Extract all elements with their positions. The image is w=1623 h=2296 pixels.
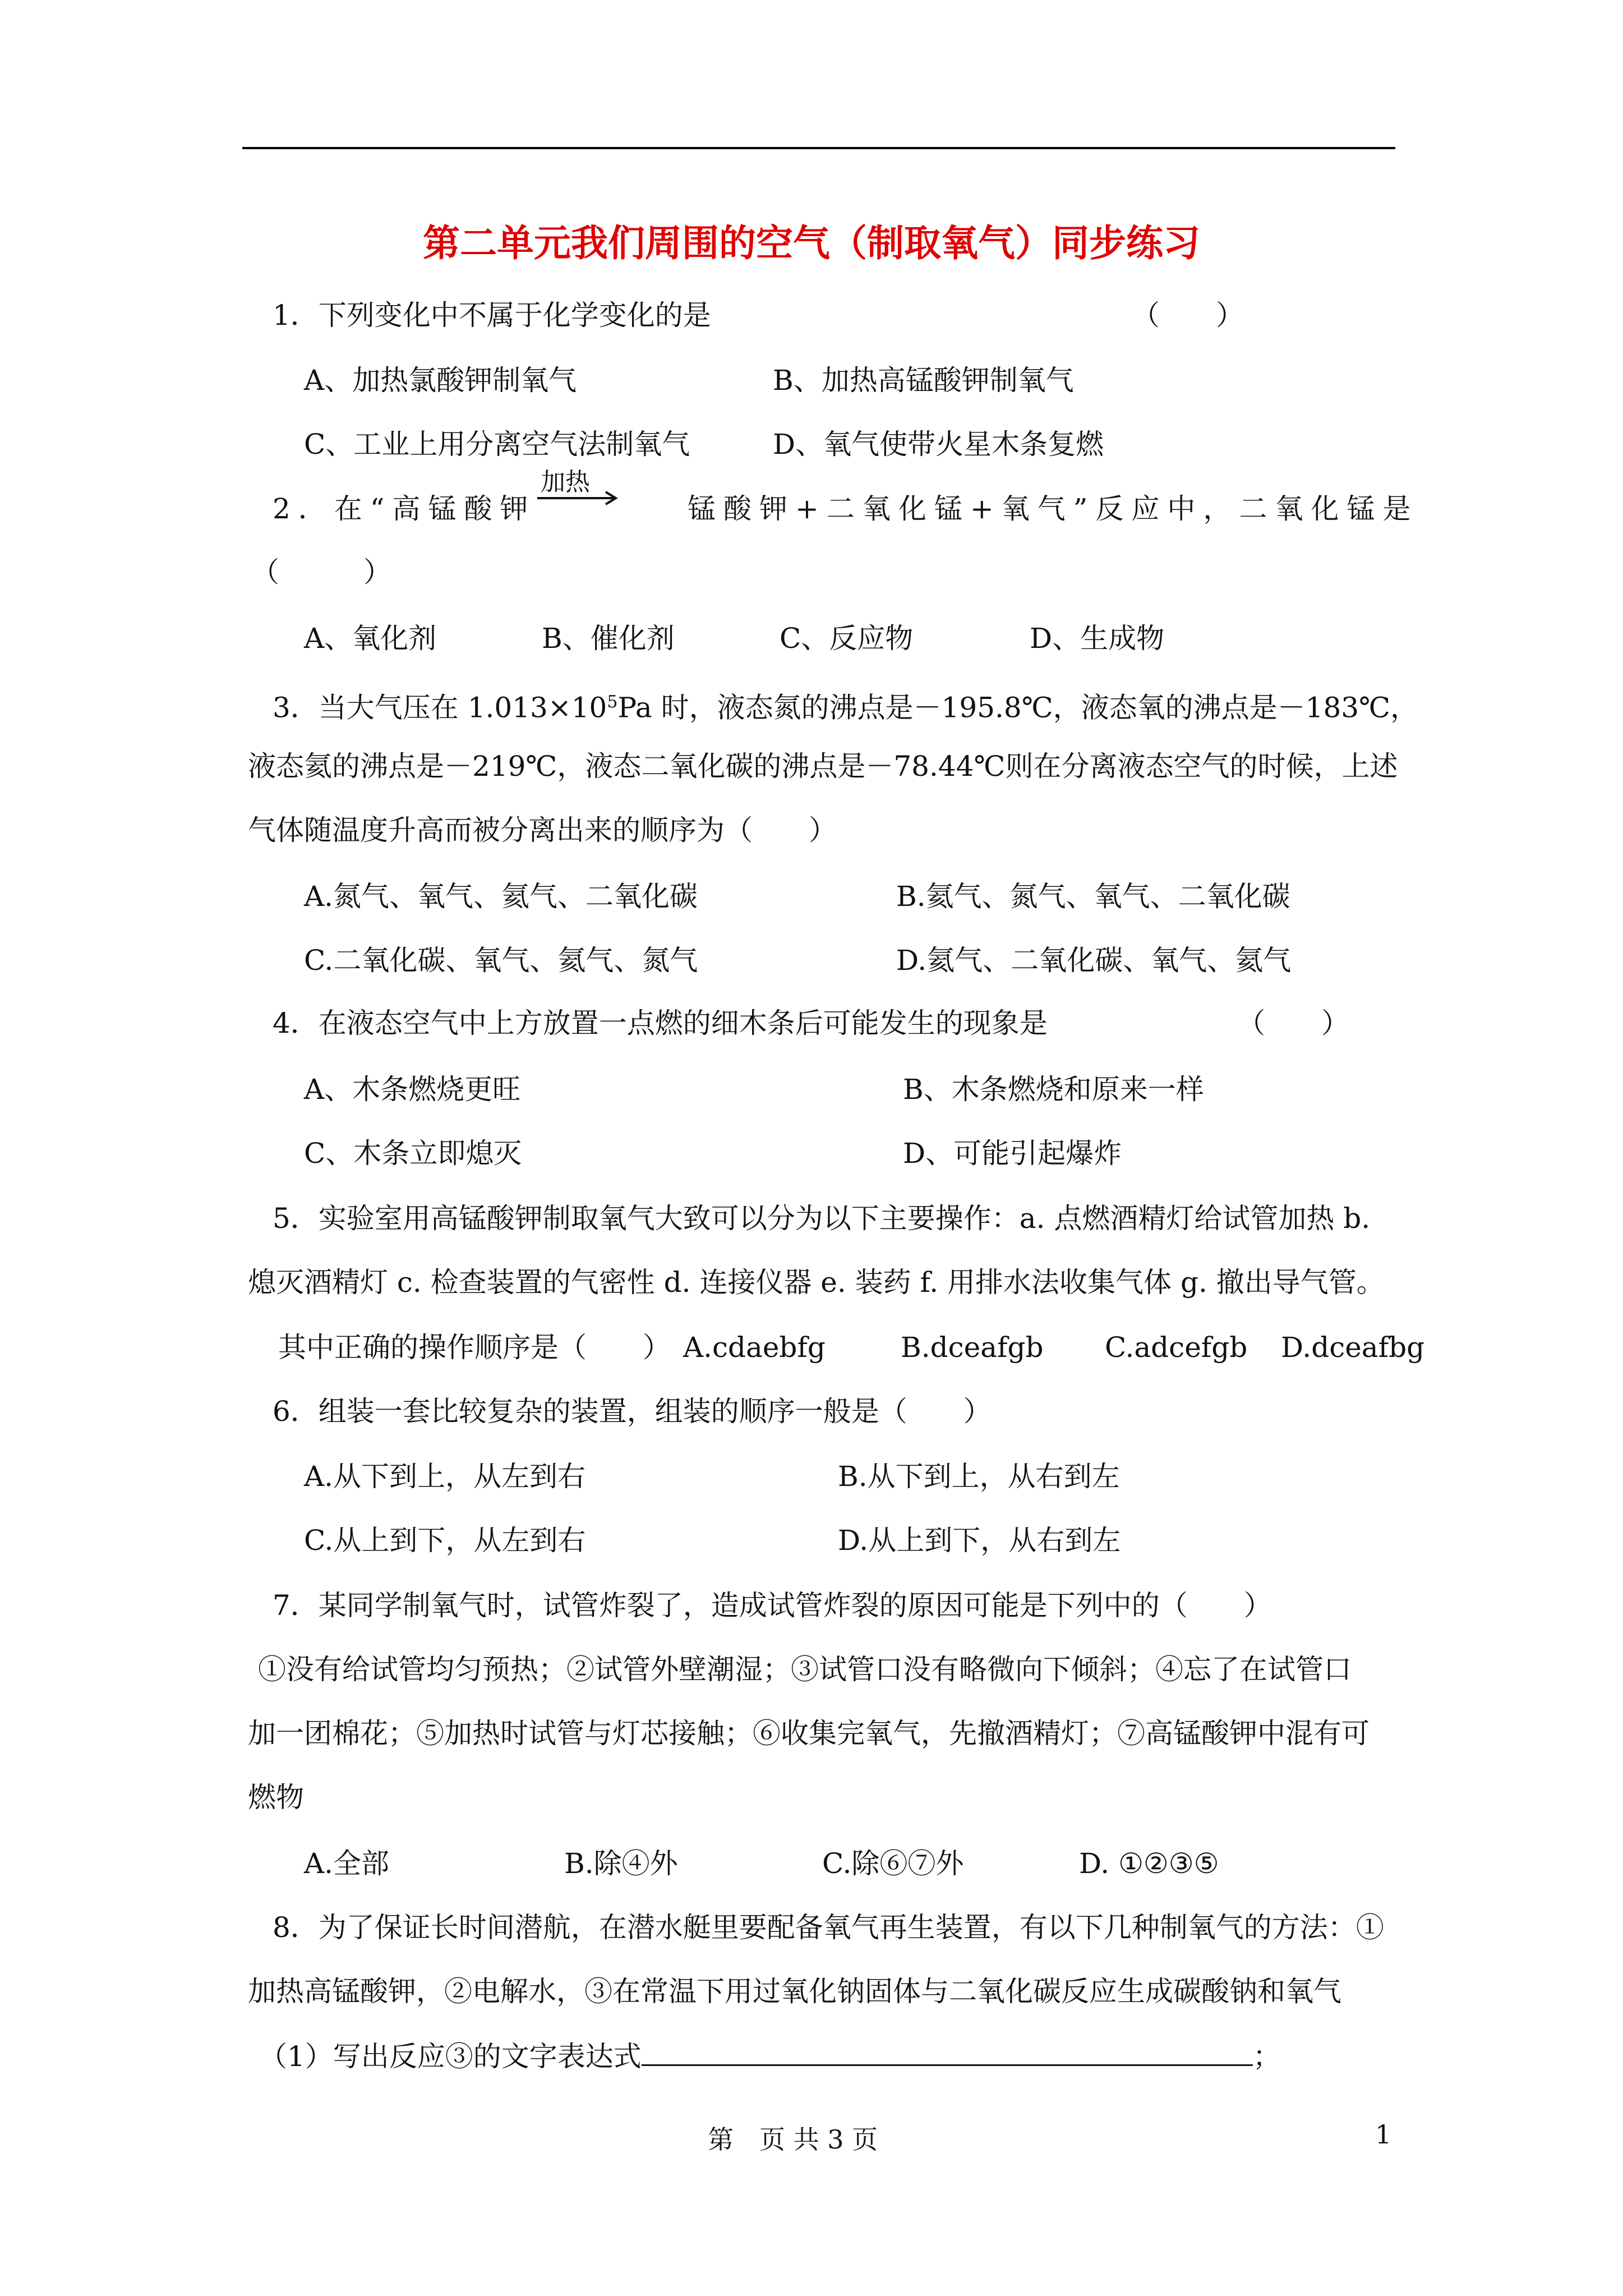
question-1-stem: 1．下列变化中不属于化学变化的是	[273, 299, 711, 332]
question-6-option-a: A.从下到上，从左到右	[304, 1460, 586, 1493]
question-3-exponent: 5	[607, 692, 618, 712]
question-1-option-d: D、氧气使带火星木条复燃	[773, 428, 1104, 461]
question-5-line-3: 其中正确的操作顺序是（ ）	[278, 1331, 671, 1364]
question-1-option-a: A、加热氯酸钾制氧气	[304, 364, 577, 397]
header-rule	[242, 147, 1395, 149]
question-8-subquestion-1	[259, 2039, 1281, 2074]
question-5-option-d: D.dceafbg	[1281, 1331, 1425, 1364]
question-3-option-d: D.氦气、二氧化碳、氧气、氦气	[896, 944, 1292, 977]
question-8-line-1: 8．为了保证长时间潜航，在潜水艇里要配备氧气再生装置，有以下几种制氧气的方法：①	[273, 1911, 1384, 1944]
question-4-answer-bracket: （ ）	[1237, 1007, 1349, 1039]
question-4-option-c: C、木条立即熄灭	[304, 1137, 522, 1170]
question-6-option-b: B.从下到上，从右到左	[838, 1460, 1120, 1493]
question-6-option-d: D.从上到下，从右到左	[838, 1524, 1121, 1557]
question-1-option-b: B、加热高锰酸钾制氧气	[773, 364, 1074, 397]
question-7-option-b: B.除④外	[564, 1847, 678, 1880]
question-3-option-b: B.氦气、氮气、氧气、二氧化碳	[896, 880, 1290, 913]
question-4-stem: 4．在液态空气中上方放置一点燃的细木条后可能发生的现象是	[273, 1007, 1048, 1039]
question-4-option-d: D、可能引起爆炸	[903, 1137, 1122, 1170]
answer-blank-line[interactable]	[642, 2040, 1253, 2066]
question-2-option-b: B、催化剂	[542, 622, 675, 655]
question-2-option-c: C、反应物	[780, 622, 914, 655]
question-7-option-c: C.除⑥⑦外	[822, 1847, 964, 1880]
page-footer-center: 第 页 共 3 页	[708, 2124, 878, 2155]
question-3-line-1-text-b: Pa 时，液态氮的沸点是－195.8℃，液态氧的沸点是－183℃，	[617, 691, 1419, 724]
right-arrow-icon	[537, 491, 619, 505]
question-7-line-1: ①没有给试管均匀预热；②试管外壁潮湿；③试管口没有略微向下倾斜；④忘了在试管口	[258, 1653, 1352, 1686]
question-2-option-d: D、生成物	[1030, 622, 1165, 655]
question-5-option-c: C.adcefgb	[1105, 1331, 1248, 1364]
question-5-option-b: B.dceafgb	[901, 1331, 1044, 1364]
question-2-option-a: A、氧化剂	[304, 622, 437, 655]
question-5-option-a: A.cdaebfg	[683, 1331, 826, 1364]
question-5-line-1: 5．实验室用高锰酸钾制取氧气大致可以分为以下主要操作：a. 点燃酒精灯给试管加热 b.	[273, 1202, 1371, 1235]
question-3-line-2: 液态氦的沸点是－219℃，液态二氧化碳的沸点是－78.44℃则在分离液态空气的时候，上述	[248, 750, 1398, 783]
question-3-line-1	[273, 684, 1418, 726]
question-7-option-a: A.全部	[304, 1847, 390, 1880]
question-3-option-a: A.氮气、氧气、氦气、二氧化碳	[304, 880, 698, 913]
heating-reaction-arrow	[537, 468, 619, 513]
question-3-option-c: C.二氧化碳、氧气、氦气、氮气	[304, 944, 698, 977]
question-7-line-3: 燃物	[248, 1781, 304, 1814]
question-1-option-c: C、工业上用分离空气法制氧气	[304, 428, 690, 461]
page-number: 1	[1375, 2119, 1392, 2150]
question-2-stem-part2: 锰酸钾+二氧化锰+氧气”反应中，二氧化锰是	[688, 493, 1419, 525]
question-8-subquestion-1-prompt: （1）写出反应③的文字表达式	[259, 2040, 642, 2073]
question-6-option-c: C.从上到下，从左到右	[304, 1524, 586, 1557]
heating-condition-label: 加热	[541, 468, 590, 496]
question-3-line-1-text-a: 3．当大气压在 1.013×10	[273, 691, 607, 724]
question-2-answer-bracket: （ ）	[251, 556, 391, 588]
question-7-line-2: 加一团棉花；⑤加热时试管与灯芯接触；⑥收集完氧气，先撤酒精灯；⑦高锰酸钾中混有可	[248, 1717, 1370, 1750]
question-1-answer-bracket: （ ）	[1132, 299, 1244, 332]
question-8-subquestion-1-end: ；	[1252, 2040, 1281, 2073]
question-5-line-2: 熄灭酒精灯 c. 检查装置的气密性 d. 连接仪器 e. 装药 f. 用排水法收集气体 g. 撤出导气管。	[248, 1266, 1385, 1299]
question-4-option-b: B、木条燃烧和原来一样	[903, 1073, 1204, 1106]
question-3-line-3: 气体随温度升高而被分离出来的顺序为（ ）	[248, 814, 837, 846]
question-7-stem: 7．某同学制氧气时，试管炸裂了，造成试管炸裂的原因可能是下列中的（ ）	[273, 1589, 1272, 1622]
question-7-option-d: D. ①②③⑤	[1079, 1847, 1219, 1880]
question-6-stem: 6．组装一套比较复杂的装置，组装的顺序一般是（ ）	[273, 1395, 992, 1428]
question-2-stem-part1: 2．在“高锰酸钾	[273, 493, 536, 525]
question-8-line-2: 加热高锰酸钾，②电解水，③在常温下用过氧化钠固体与二氧化碳反应生成碳酸钠和氧气	[248, 1975, 1341, 2008]
page-title: 第二单元我们周围的空气（制取氧气）同步练习	[423, 222, 1200, 265]
question-4-option-a: A、木条燃烧更旺	[304, 1073, 521, 1106]
